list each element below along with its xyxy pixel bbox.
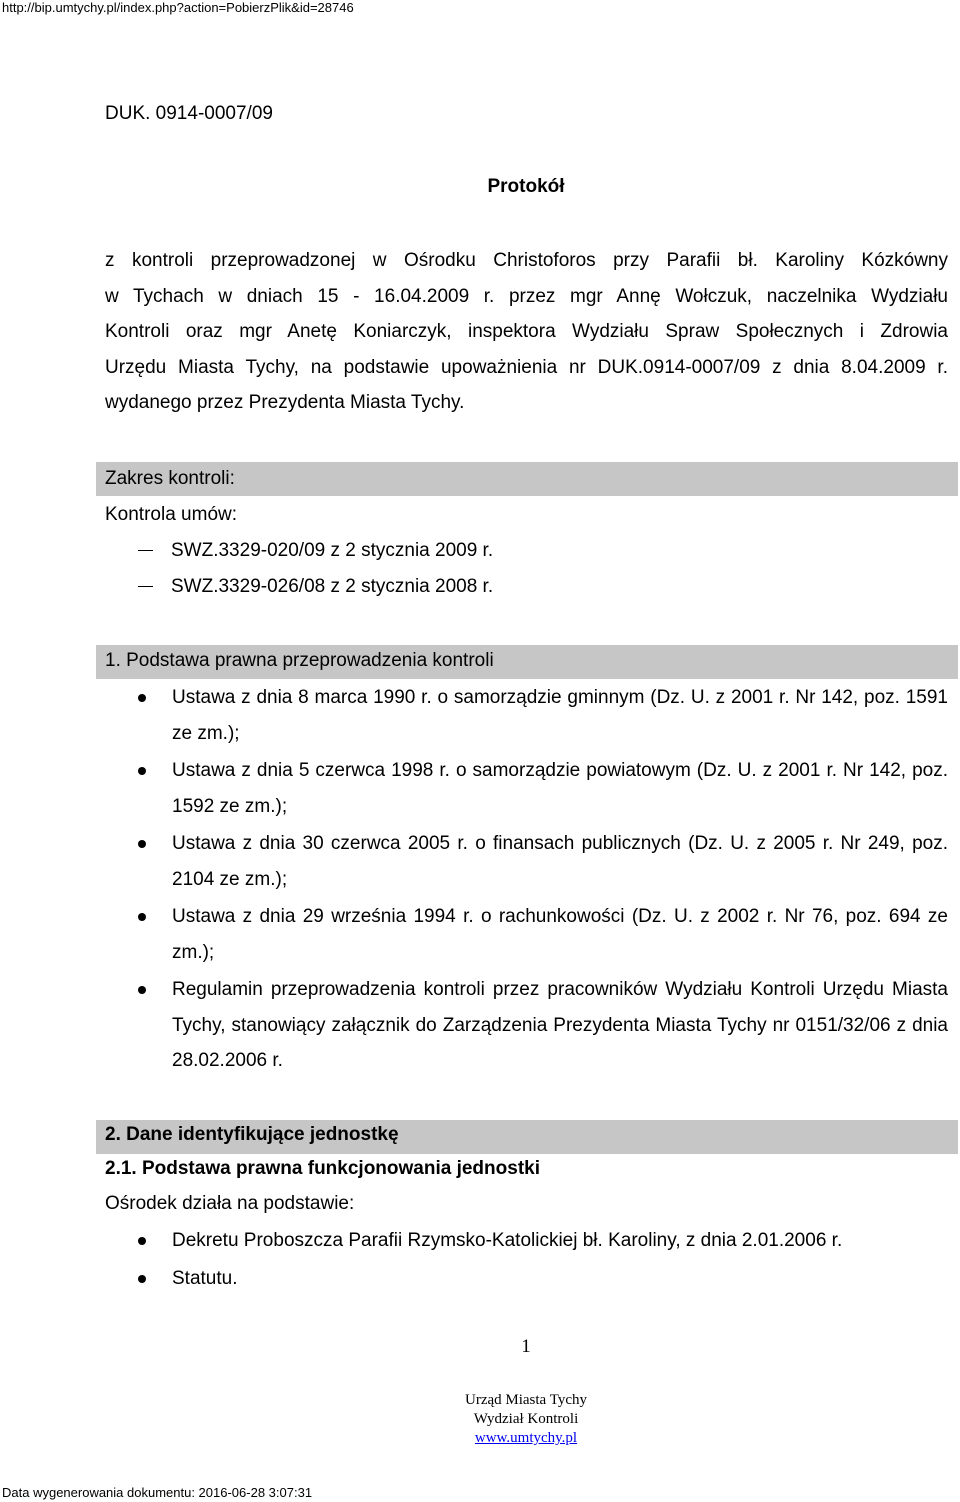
bullet-icon (138, 1237, 146, 1245)
intro-line: Urzędu Miasta Tychy, na podstawie upoważnienia nr DUK.0914-0007/09 z dnia 8.04.2009 r. (105, 356, 948, 378)
list-item-text: Ustawa z dnia 8 marca 1990 r. o samorządzie gminnym (Dz. U. z 2001 r. Nr 142, poz. 1591 ze zm.); (172, 687, 948, 744)
intro-line: wydanego przez Prezydenta Miasta Tychy. (105, 392, 465, 413)
list-item-text: Statutu. (172, 1267, 238, 1289)
list-item (172, 826, 948, 897)
list-item-text: Regulamin przeprowadzenia kontroli przez pracowników Wydziału Kontroli Urzędu Miasta Tychy, stanowiący załącznik do Zarządzenia Prezydenta Miasta Tychy nr 0151/32/06 z dnia 28.02.2006 r. (172, 979, 948, 1071)
footer-office: Urząd Miasta Tychy (465, 1392, 587, 1408)
dash-bullet-icon (138, 550, 153, 551)
list-item (172, 972, 948, 1079)
section2-intro: Ośrodek działa na podstawie: (105, 1193, 355, 1214)
list-item (172, 753, 948, 824)
document-title: Protokół (487, 176, 565, 197)
generation-date: Data wygenerowania dokumentu: 2016-06-28 3:07:31 (2, 1485, 313, 1500)
scope-heading: Zakres kontroli: (105, 468, 235, 489)
bullet-icon (138, 840, 146, 848)
page-number: 1 (521, 1336, 531, 1357)
bullet-icon (138, 986, 146, 994)
section2-heading: 2. Dane identyfikujące jednostkę (105, 1124, 399, 1145)
bullet-icon (138, 694, 146, 702)
intro-line: z kontroli przeprowadzonej w Ośrodku Christoforos przy Parafii bł. Karoliny Kózkówny (105, 250, 948, 271)
footer-website-link[interactable]: www.umtychy.pl (474, 1430, 578, 1446)
bullet-icon (138, 767, 146, 775)
source-url[interactable]: http://bip.umtychy.pl/index.php?action=PobierzPlik&id=28746 (2, 0, 354, 15)
list-item-text: Ustawa z dnia 29 września 1994 r. o rachunkowości (Dz. U. z 2002 r. Nr 76, poz. 694 ze zm.); (172, 906, 948, 963)
document-number: DUK. 0914-0007/09 (105, 103, 273, 124)
legal-basis-list (172, 680, 948, 1081)
scope-subheading: Kontrola umów: (105, 504, 238, 525)
list-item-text: Ustawa z dnia 5 czerwca 1998 r. o samorządzie powiatowym (Dz. U. z 2001 r. Nr 142, poz. 1592 ze zm.); (172, 760, 948, 817)
bullet-icon (138, 913, 146, 921)
basis-list (172, 1223, 948, 1298)
intro-line: Kontroli oraz mgr Anetę Koniarczyk, inspektora Wydziału Spraw Społecznych i Zdrowia (105, 321, 948, 342)
footer-department: Wydział Kontroli (473, 1411, 579, 1427)
list-item (172, 1223, 948, 1259)
intro-line: w Tychach w dniach 15 - 16.04.2009 r. przez mgr Annę Wołczuk, naczelnika Wydziału (105, 285, 948, 307)
list-item-text: Ustawa z dnia 30 czerwca 2005 r. o finansach publicznych (Dz. U. z 2005 r. Nr 249, poz. 2104 ze zm.); (172, 833, 948, 890)
intro-paragraph (105, 243, 948, 421)
list-item-text: Dekretu Proboszcza Parafii Rzymsko-Katolickiej bł. Karoliny, z dnia 2.01.2006 r. (172, 1230, 843, 1251)
contract-item (138, 576, 493, 598)
dash-bullet-icon (138, 586, 153, 587)
contract-label: SWZ.3329-026/08 z 2 stycznia 2008 r. (171, 576, 494, 597)
section1-heading: 1. Podstawa prawna przeprowadzenia kontroli (105, 650, 494, 671)
list-item (172, 899, 948, 970)
footer (0, 1391, 960, 1448)
contract-label: SWZ.3329-020/09 z 2 stycznia 2009 r. (171, 540, 494, 561)
list-item (172, 1261, 948, 1297)
list-item (172, 680, 948, 751)
contract-item (138, 540, 493, 562)
bullet-icon (138, 1275, 146, 1283)
section2-subheading: 2.1. Podstawa prawna funkcjonowania jednostki (105, 1158, 540, 1179)
